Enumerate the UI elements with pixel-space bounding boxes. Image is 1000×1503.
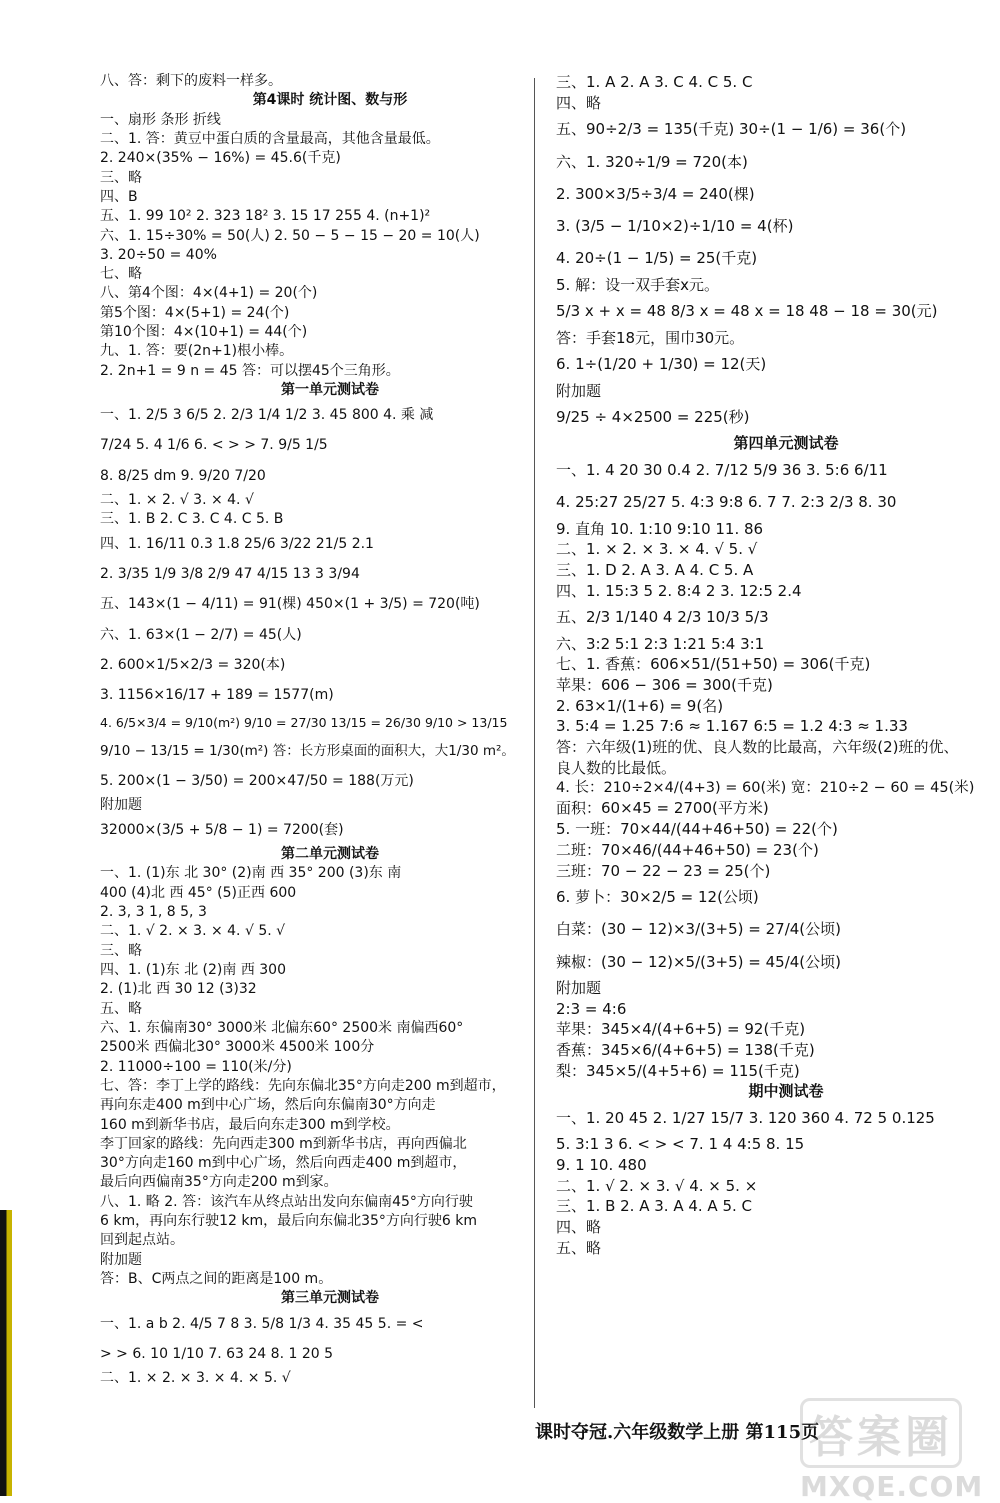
watermark-logo (800, 1398, 990, 1503)
answer-line: 2. 3/35 1/9 3/8 2/9 47 4/15 13 3 3/94 (100, 566, 360, 583)
answer-line: 400 (4)北 西 45° (5)正西 600 (100, 884, 297, 901)
answer-line: 6. 1÷(1/20 + 1/30) = 12(天) (556, 355, 767, 374)
answer-line: 五、90÷2/3 = 135(千克) 30÷(1 − 1/6) = 36(个) (556, 120, 907, 139)
answer-line: 8. 8/25 dm 9. 9/20 7/20 (100, 467, 266, 484)
answer-line: 五、2/3 1/140 4 2/3 10/3 5/3 (556, 608, 769, 627)
answer-line: 答：六年级(1)班的优、良人数的比最高，六年级(2)班的优、 (556, 738, 959, 757)
answer-line: 5. 3:1 3 6. < > < 7. 1 4 4:5 8. 15 (556, 1135, 805, 1154)
answer-line: 苹果：606 − 306 = 300(千克) (556, 676, 773, 694)
answer-line: 八、答：剩下的废料一样多。 (100, 73, 282, 89)
answer-line: 三班：70 − 22 − 23 = 25(个) (556, 861, 771, 880)
answer-line: 梨：345×5/(4+5+6) = 115(千克) (556, 1061, 800, 1080)
answer-line: 2. 63×1/(1+6) = 9(名) (556, 696, 724, 715)
answer-line: 二、1. × 2. × 3. × 4. √ 5. √ (556, 540, 758, 559)
answer-line: 四、1. (1)东 北 (2)南 西 300 (100, 962, 286, 979)
left-column (100, 72, 520, 1388)
answer-line: 四、1. 15:3 5 2. 8:4 2 3. 12:5 2.4 (556, 581, 802, 600)
answer-line: 第5个图：4×(5+1) = 24(个) (100, 304, 290, 321)
answer-line: 五、略 (100, 1000, 142, 1017)
answer-line: 6. 萝卜：30×2/5 = 12(公顷) (556, 888, 759, 907)
answer-line: 一、1. 4 20 30 0.4 2. 7/12 5/9 36 3. 5:6 6/11 (556, 461, 888, 480)
answer-line: 一、扇形 条形 折线 (100, 111, 221, 128)
answer-line: 三、1. B 2. C 3. C 4. C 5. B (100, 510, 284, 527)
answer-line: 六、1. 63×(1 − 2/7) = 45(人) (100, 626, 302, 643)
answer-line: 2. (1)北 西 30 12 (3)32 (100, 981, 257, 998)
answer-line: 苹果：345×4/(4+6+5) = 92(千克) (556, 1020, 806, 1039)
answer-line: 一、1. (1)东 北 30° (2)南 西 35° 200 (3)东 南 (100, 865, 402, 882)
answer-line: 第10个图：4×(10+1) = 44(个) (100, 324, 308, 341)
binding-edge (0, 1210, 12, 1496)
answer-line: 160 m到新华书店，最后向东走300 m到学校。 (100, 1116, 400, 1133)
answer-line: 6 km，再向东行驶12 km，最后向东偏北35°方向行驶6 km (100, 1213, 478, 1230)
answer-line: 回到起点站。 (100, 1232, 184, 1249)
answer-line: 四、B (100, 188, 138, 205)
answer-line: 32000×(3/5 + 5/8 − 1) = 7200(套) (100, 822, 344, 839)
answer-line: 最后向西偏南35°方向走200 m到家。 (100, 1174, 338, 1191)
answer-line: 9. 直角 10. 1:10 9:10 11. 86 (556, 519, 764, 538)
answer-line: 香蕉：345×6/(4+6+5) = 138(千克) (556, 1041, 815, 1059)
answer-line: 4. 长：210÷2×4/(4+3) = 60(米) 宽：210÷2 − 60 = 45(米) (556, 780, 975, 797)
answer-line: 六、1. 东偏南30° 3000米 北偏东60° 2500米 南偏西60° (100, 1019, 464, 1036)
answer-line: 四、略 (556, 93, 602, 112)
answer-line: 2. 11000÷100 = 110(米/分) (100, 1058, 292, 1075)
answer-line: 5. 一班：70×44/(44+46+50) = 22(个) (556, 820, 838, 839)
answer-line: 九、1. 答：要(2n+1)根小棒。 (100, 343, 294, 360)
answer-line: 二、1. × 2. √ 3. × 4. √ (100, 491, 254, 508)
answer-line: 2. 300×3/5÷3/4 = 240(棵) (556, 184, 755, 203)
answer-line: 一、1. 2/5 3 6/5 2. 2/3 1/4 1/2 3. 45 800 4. 乘 减 (100, 407, 434, 424)
answer-line: 三、1. A 2. A 3. C 4. C 5. C (556, 73, 753, 91)
answer-line: 4. 20÷(1 − 1/5) = 25(千克) (556, 249, 758, 268)
section-heading: 第三单元测试卷 (281, 1290, 379, 1307)
answer-line: 五、1. 99 10² 2. 323 18² 3. 15 17 255 4. (n+1)² (100, 208, 431, 225)
section-heading: 第一单元测试卷 (281, 382, 379, 398)
answer-line: 再向东走400 m到中心广场，然后向东偏南30°方向走 (100, 1097, 436, 1114)
answer-line: 五、略 (556, 1238, 602, 1257)
answer-line: 白菜：(30 − 12)×3/(3+5) = 27/4(公顷) (556, 920, 842, 939)
answer-line: 七、1. 香蕉：606×51/(51+50) = 306(千克) (556, 655, 871, 674)
answer-line: 5/3 x + x = 48 8/3 x = 48 x = 18 48 − 18 = 30(元) (556, 302, 938, 321)
answer-line: 附加题 (556, 381, 602, 400)
answer-line: 二、1. × 2. × 3. × 4. × 5. √ (100, 1369, 291, 1386)
answer-line: 9/10 − 13/15 = 1/30(m²) 答：长方形桌面的面积大，大1/30 m²。 (100, 742, 515, 759)
answer-line: 2. 3, 3 1, 8 5, 3 (100, 904, 207, 921)
answer-line: 附加题 (100, 796, 142, 813)
answer-line: 六、3:2 5:1 2:3 1:21 5:4 3:1 (556, 634, 765, 653)
answer-line: 六、1. 320÷1/9 = 720(本) (556, 152, 748, 171)
answer-line: 3. 5:4 = 1.25 7:6 ≈ 1.167 6:5 = 1.2 4:3 ≈ 1.33 (556, 717, 908, 736)
answer-line: 三、略 (100, 942, 142, 959)
answer-line: 七、答：李丁上学的路线：先向东偏北35°方向走200 m到超市， (100, 1077, 506, 1094)
answer-line: 二班：70×46/(44+46+50) = 23(个) (556, 840, 819, 859)
answer-line: 二、1. 答：黄豆中蛋白质的含量最高，其他含量最低。 (100, 130, 440, 147)
answer-line: 一、1. a b 2. 4/5 7 8 3. 5/8 1/3 4. 35 45 5. = < (100, 1315, 424, 1332)
answer-line: 3. (3/5 − 1/10×2)÷1/10 = 4(杯) (556, 217, 794, 236)
answer-line: 面积：60×45 = 2700(平方米) (556, 799, 769, 818)
column-divider (534, 78, 535, 1408)
watermark-logo-text: 答案圈 (800, 1398, 962, 1468)
section-heading: 第4课时 统计图、数与形 (252, 92, 408, 109)
answer-line: 4. 6/5×3/4 = 9/10(m²) 9/10 = 27/30 13/15 = 26/30 9/10 > 13/15 (100, 714, 508, 730)
answer-line: 四、1. 16/11 0.3 1.8 25/6 3/22 21/5 2.1 (100, 536, 374, 553)
answer-line: > > 6. 10 1/10 7. 63 24 8. 1 20 5 (100, 1345, 333, 1362)
answer-line: 辣椒：(30 − 12)×5/(3+5) = 45/4(公顷) (556, 952, 842, 971)
answer-line: 一、1. 20 45 2. 1/27 15/7 3. 120 360 4. 72 5 0.125 (556, 1109, 935, 1128)
answer-line: 答：B、C两点之间的距离是100 m。 (100, 1271, 333, 1288)
answer-line: 三、1. D 2. A 3. A 4. C 5. A (556, 561, 754, 579)
answer-line: 2500米 西偏北30° 3000米 4500米 100分 (100, 1039, 375, 1056)
section-heading: 期中测试卷 (748, 1082, 824, 1101)
answer-line: 八、1. 略 2. 答：该汽车从终点站出发向东偏南45°方向行驶 (100, 1193, 473, 1210)
answer-line: 二、1. √ 2. × 3. √ 4. × 5. × (556, 1176, 758, 1195)
answer-line: 30°方向走160 m到中心广场，然后向西走400 m到超市， (100, 1155, 467, 1172)
answer-line: 良人数的比最低。 (556, 758, 677, 777)
answer-line: 9. 1 10. 480 (556, 1156, 647, 1174)
section-heading: 第四单元测试卷 (733, 434, 839, 453)
answer-line: 2. 600×1/5×2/3 = 320(本) (100, 656, 286, 673)
answer-line: 9/25 ÷ 4×2500 = 225(秒) (556, 408, 750, 427)
page-footer: 课时夺冠.六年级数学上册 第115页 (535, 1422, 820, 1443)
answer-line: 李丁回家的路线：先向西走300 m到新华书店，再向西偏北 (100, 1135, 467, 1152)
answer-line: 5. 200×(1 − 3/50) = 200×47/50 = 188(万元) (100, 772, 414, 789)
answer-line: 2:3 = 4:6 (556, 999, 627, 1018)
answer-line: 2. 240×(35% − 16%) = 45.6(千克) (100, 150, 341, 167)
answer-line: 三、略 (100, 169, 142, 186)
answer-line: 二、1. √ 2. × 3. × 4. √ 5. √ (100, 923, 286, 940)
answer-line: 附加题 (556, 978, 602, 997)
answer-line: 三、1. B 2. A 3. A 4. A 5. C (556, 1197, 753, 1216)
answer-line: 2. 2n+1 = 9 n = 45 答：可以摆45个三角形。 (100, 362, 400, 379)
section-heading: 第二单元测试卷 (281, 846, 379, 863)
answer-line: 5. 解：设一双手套x元。 (556, 275, 719, 294)
answer-line: 3. 20÷50 = 40% (100, 246, 217, 263)
answer-line: 3. 1156×16/17 + 189 = 1577(m) (100, 686, 334, 703)
answer-line: 答：手套18元，围巾30元。 (556, 328, 745, 347)
answer-line: 五、143×(1 − 4/11) = 91(棵) 450×(1 + 3/5) = 720(吨) (100, 596, 480, 613)
answer-line: 附加题 (100, 1251, 142, 1268)
answer-line: 7/24 5. 4 1/6 6. < > > 7. 9/5 1/5 (100, 437, 328, 454)
answer-line: 七、略 (100, 266, 142, 283)
answer-line: 4. 25:27 25/27 5. 4:3 9:8 6. 7 7. 2:3 2/3 8. 30 (556, 493, 897, 512)
answer-line: 四、略 (556, 1218, 602, 1237)
watermark-url: MXQE.COM (800, 1470, 984, 1503)
answer-line: 八、第4个图：4×(4+1) = 20(个) (100, 285, 318, 302)
right-column (556, 72, 976, 1258)
answer-line: 六、1. 15÷30% = 50(人) 2. 50 − 5 − 15 − 20 = 10(人) (100, 227, 480, 244)
